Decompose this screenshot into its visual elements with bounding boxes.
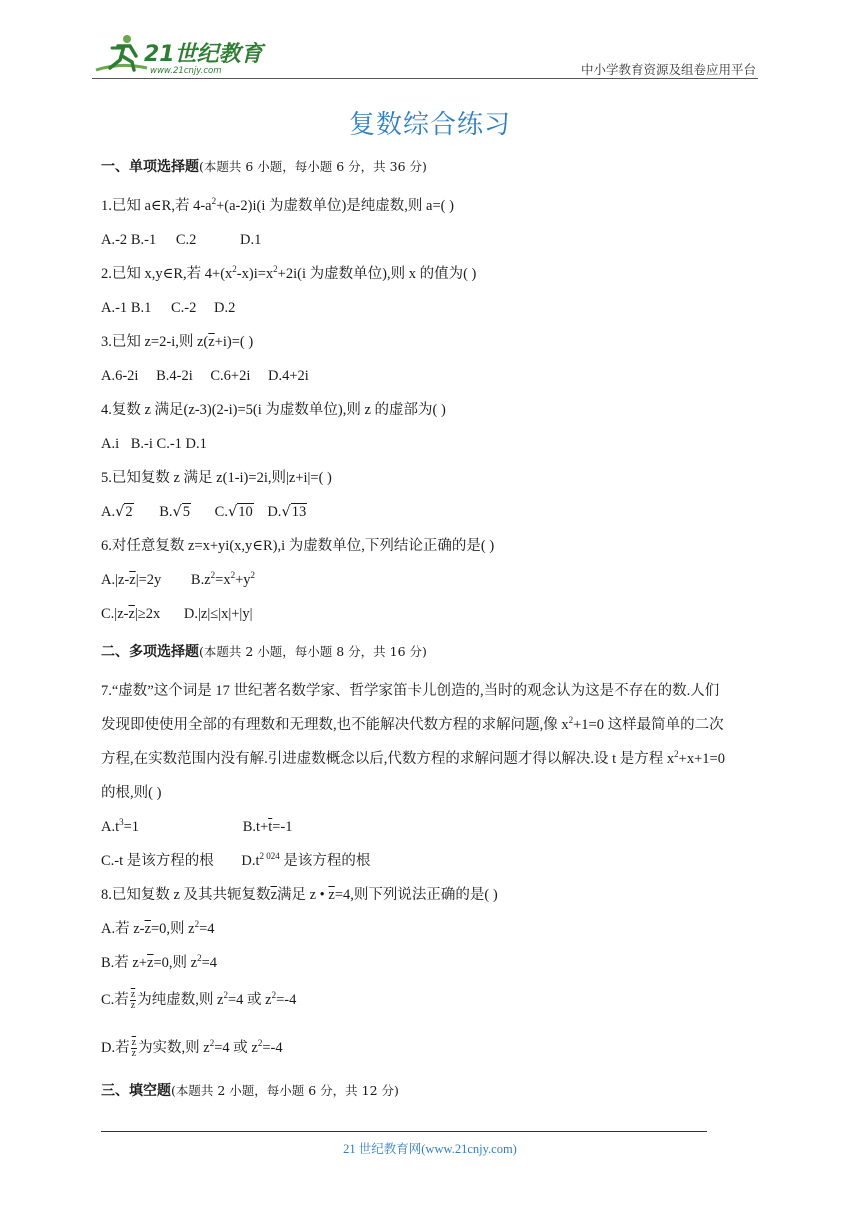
q6-option-d: D.|z|≤|x|+|y| bbox=[183, 606, 253, 622]
q2-option-b: B.1 bbox=[130, 300, 152, 316]
logo-url: www.21cnjy.com bbox=[150, 66, 222, 76]
q6-option-b: $B.z^2=x^2+y^2$ bbox=[190, 570, 256, 588]
question-1 bbox=[101, 197, 454, 215]
q8-option-a: A.若 $z-\overline{z}=0$,则 $z^2=4$ bbox=[101, 919, 215, 937]
q3-conjugate-z: $\overline{z}$ bbox=[208, 334, 215, 350]
question-6: 6.对任意复数 z=x+yi(x,y∈R),i 为虚数单位,下列结论正确的是( ) bbox=[101, 538, 495, 554]
q3-text-end: +i)=( ) bbox=[214, 334, 254, 350]
question-7-line-3: 方程,在实数范围内没有解.引进虚数概念以后,代数方程的求解问题才得以解决.设 t 是方程 $x^2+x+1=0$ bbox=[101, 749, 725, 767]
q2-option-c: C.-2 bbox=[170, 300, 197, 316]
question-7-options-ab bbox=[101, 818, 293, 836]
q3-option-b: B.4-2i bbox=[156, 368, 193, 384]
header-divider bbox=[92, 78, 758, 79]
section-1-note: (本题共 6 小题，每小题 6 分，共 36 分) bbox=[199, 159, 427, 174]
q4-option-a: A.i bbox=[101, 436, 120, 452]
section-3-note: (本题共 2 小题，每小题 6 分，共 12 分) bbox=[171, 1083, 399, 1098]
q3-text: 3.已知 z=2-i,则 z( bbox=[101, 334, 209, 350]
q1-option-b: B.-1 bbox=[130, 232, 157, 248]
q3-option-d: D.4+2i bbox=[268, 368, 309, 384]
header-platform-name: 中小学教育资源及组卷应用平台 bbox=[580, 63, 756, 77]
section-2-heading bbox=[101, 643, 427, 661]
document-title: 复数综合练习 bbox=[348, 110, 511, 140]
q2-option-d: D.2 bbox=[213, 300, 236, 316]
question-6-options-cd bbox=[101, 605, 253, 623]
question-4: 4.复数 z 满足(z-3)(2-i)=5(i 为虚数单位),则 z 的虚部为( ) bbox=[101, 402, 446, 418]
q8-option-c-fraction: $\frac{\overline{z}}{z}$ bbox=[130, 989, 136, 1011]
q7-option-d: $D.t^{2 024}$ 是该方程的根 bbox=[241, 851, 371, 869]
section-3-heading bbox=[101, 1082, 399, 1100]
q6-option-a: $A.|z-\overline{z}|=2y$ bbox=[101, 572, 162, 588]
q7-option-c: C.-t 是该方程的根 bbox=[101, 853, 214, 869]
q2-option-a: A.-1 bbox=[101, 300, 128, 316]
q5-option-b: B.√5 bbox=[159, 504, 191, 520]
q5-radicand-c: 10 bbox=[238, 504, 253, 520]
section-3-title: 三、填空题 bbox=[101, 1083, 171, 1099]
question-1-options bbox=[101, 231, 261, 249]
q5-option-a: A.√2 bbox=[101, 504, 133, 520]
q3-option-a: A.6-2i bbox=[101, 368, 139, 384]
question-3 bbox=[101, 333, 253, 351]
q2-text-end: +2i(i 为虚数单位),则 x 的值为( ) bbox=[277, 266, 477, 282]
question-5-options bbox=[101, 503, 307, 521]
q5-radicand-a: 2 bbox=[125, 504, 133, 520]
logo-text: 21世纪教育 bbox=[144, 42, 263, 67]
question-4-options bbox=[101, 435, 207, 453]
q4-option-c: C.-1 bbox=[156, 436, 182, 452]
q1-option-d: D.1 bbox=[239, 232, 262, 248]
footer-text: 21 世纪教育网(www.21cnjy.com) bbox=[343, 1142, 517, 1156]
q2-text-mid: -x)i=x bbox=[236, 266, 274, 282]
q2-sup-2: 2 bbox=[273, 264, 278, 274]
q2-text: 2.已知 x,y∈R,若 4+(x bbox=[101, 266, 233, 282]
q7-option-a: $A.t^3=1$ bbox=[101, 817, 140, 835]
q8-option-d: D.若 $\frac{\overline{z}}{z}$ 为实数,则 $z^2=4$ 或 $z^2=-4$ bbox=[101, 1037, 283, 1059]
section-2-note: (本题共 2 小题，每小题 8 分，共 16 分) bbox=[199, 644, 427, 659]
q5-option-b-label: B. bbox=[159, 504, 173, 520]
question-7-line-1: 7.“虚数”这个词是 17 世纪著名数学家、哲学家笛卡儿创造的,当时的观念认为这是不存在的数.人们 bbox=[101, 683, 720, 699]
q4-option-b: B.-i bbox=[130, 436, 153, 452]
question-3-options bbox=[101, 367, 309, 385]
q6-option-c: $C.|z-\overline{z}|\ge 2x$ bbox=[101, 606, 161, 622]
q5-option-c-label: C. bbox=[214, 504, 228, 520]
question-2-options bbox=[101, 299, 235, 317]
q8-option-b: B.若 $z+\overline{z}=0$,则 $z^2=4$ bbox=[101, 953, 218, 971]
q2-sup-1: 2 bbox=[232, 264, 237, 274]
q8-option-d-fraction: $\frac{\overline{z}}{z}$ bbox=[131, 1037, 137, 1059]
q1-text: 1.已知 a∈R,若 4-a bbox=[101, 198, 212, 214]
q3-option-c: C.6+2i bbox=[210, 368, 251, 384]
q5-option-a-label: A. bbox=[101, 504, 116, 520]
q7-option-b: $B.t+\overline{t}=-1$ bbox=[242, 819, 293, 835]
q5-option-d-label: D. bbox=[267, 504, 282, 520]
q1-text-end: +(a-2)i(i 为虚数单位)是纯虚数,则 a=( ) bbox=[216, 198, 454, 214]
site-logo bbox=[92, 30, 267, 80]
question-7-line-2: 发现即使使用全部的有理数和无理数,也不能解决代数方程的求解问题,像 $x^2+1=0$ 这样最简单的二次 bbox=[101, 715, 724, 733]
q5-radicand-d: 13 bbox=[291, 504, 307, 520]
footer-divider bbox=[101, 1131, 707, 1132]
q8-option-c: C.若 $\frac{\overline{z}}{z}$ 为纯虚数,则 $z^2=4$ 或 $z^2=-4$ bbox=[101, 989, 297, 1011]
question-7-line-4: 的根,则( ) bbox=[101, 785, 162, 801]
q5-radicand-b: 5 bbox=[182, 504, 191, 520]
question-5: 5.已知复数 z 满足 z(1-i)=2i,则|z+i|=( ) bbox=[101, 470, 332, 486]
question-2 bbox=[101, 265, 476, 283]
question-8: 8.已知复数 z 及其共轭复数$\overline{z}$满足 z • $\overline{z}=4$,则下列说法正确的是( ) bbox=[101, 887, 498, 903]
q5-option-c: C.√10 bbox=[214, 504, 253, 520]
section-1-heading bbox=[101, 158, 427, 176]
question-6-options-ab bbox=[101, 571, 255, 589]
q1-option-c: C.2 bbox=[175, 232, 197, 248]
q5-option-d: D.√13 bbox=[267, 504, 307, 520]
q1-option-a: A.-2 bbox=[101, 232, 128, 248]
section-2-title: 二、多项选择题 bbox=[101, 644, 199, 660]
section-1-title: 一、单项选择题 bbox=[101, 159, 199, 175]
q1-sup: 2 bbox=[211, 196, 217, 206]
question-7-options-cd bbox=[101, 852, 370, 870]
q4-option-d: D.1 bbox=[185, 436, 207, 452]
